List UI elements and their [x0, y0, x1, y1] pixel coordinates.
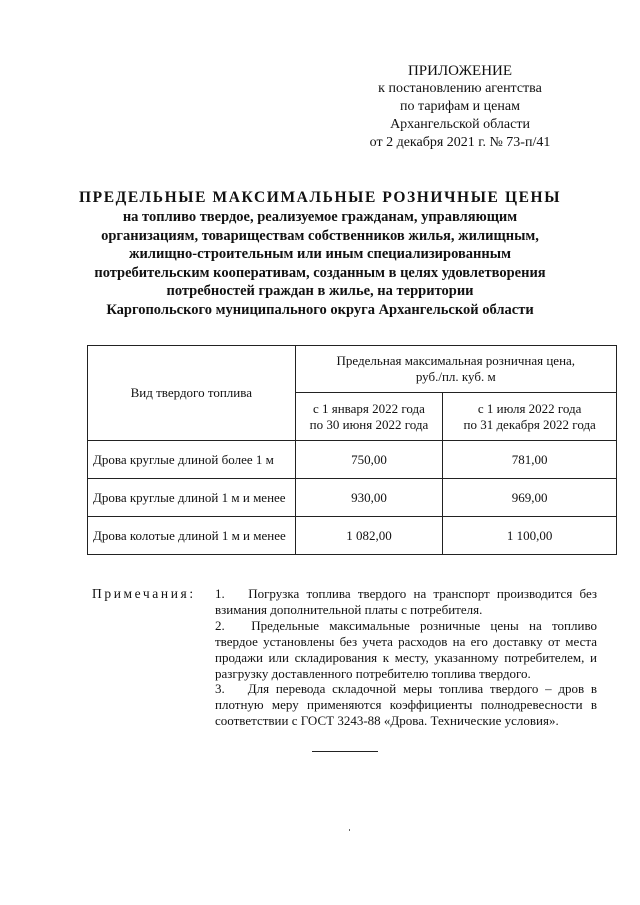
appendix-line: по тарифам и ценам	[400, 99, 520, 114]
period-line: с 1 января 2022 года	[312, 400, 425, 416]
period-line: по 30 июня 2022 года	[309, 416, 429, 432]
document-title-main: ПРЕДЕЛЬНЫЕ МАКСИМАЛЬНЫЕ РОЗНИЧНЫЕ ЦЕНЫ	[78, 189, 562, 206]
table-row	[88, 479, 617, 517]
appendix-header	[340, 62, 580, 152]
document-title-line: Каргопольского муниципального округа Архангельской области	[106, 301, 534, 318]
document-title-line: потребностей граждан в жилье, на территории	[166, 283, 474, 300]
note-text: Погрузка топлива твердого на транспорт производится без взимания дополнительной платы с потребителя.	[215, 586, 598, 617]
note-number: 1.	[215, 586, 225, 601]
header-price-line: Предельная максимальная розничная цена,	[336, 353, 576, 368]
header-period-2	[443, 393, 617, 441]
closing-rule	[312, 751, 378, 752]
document-title-line: организациям, товариществам собственников жилья, жилищным,	[101, 227, 539, 244]
document-title-line: жилищно-строительным или иным специализированным	[129, 246, 511, 263]
document-title	[60, 188, 580, 320]
table-row	[88, 517, 617, 555]
note-text: Для перевода складочной меры топлива твердого – дров в плотную меру применяются коэффициенты полнодревесности в соответствии с ГОСТ 3243-88 «Дрова. Технические условия».	[215, 681, 598, 729]
appendix-line: от 2 декабря 2021 г. № 73-п/41	[369, 135, 551, 150]
cell-fuel: Дрова колотые длиной 1 м и менее	[88, 517, 296, 555]
appendix-line: к постановлению агентства	[378, 81, 542, 96]
cell-price-period-1: 1 082,00	[295, 517, 443, 555]
table-row	[88, 441, 617, 479]
cell-price-period-2: 1 100,00	[443, 517, 617, 555]
cell-price-period-2: 781,00	[443, 441, 617, 479]
notes-list	[215, 586, 597, 729]
cell-price-period-1: 750,00	[295, 441, 443, 479]
scan-speck	[349, 829, 350, 831]
document-title-line: потребительским кооперативам, созданным в целях удовлетворения	[94, 264, 546, 281]
note-text: Предельные максимальные розничные цены на топливо твердое установлены без учета расходов на его доставку от места продажи или складирования к месту, указанному потребителем, и разгрузку доставленного потребителю топлива твердого.	[215, 617, 597, 681]
header-price-line: руб./пл. куб. м	[415, 369, 496, 384]
note-item	[215, 586, 597, 618]
header-fuel-type: Вид твердого топлива	[88, 346, 296, 441]
note-number: 3.	[215, 681, 225, 697]
cell-fuel: Дрова круглые длиной более 1 м	[88, 441, 296, 479]
appendix-line: Архангельской области	[390, 117, 530, 132]
document-title-line: на топливо твердое, реализуемое гражданам, управляющим	[122, 209, 518, 225]
header-price	[295, 346, 616, 393]
note-item	[215, 681, 597, 729]
cell-price-period-2: 969,00	[443, 479, 617, 517]
note-item	[215, 618, 597, 682]
period-line: с 1 июля 2022 года	[477, 400, 582, 416]
note-number: 2.	[215, 617, 225, 633]
header-period-1	[295, 393, 443, 441]
price-table	[87, 345, 617, 555]
table-header-row	[88, 346, 617, 393]
cell-fuel: Дрова круглые длиной 1 м и менее	[88, 479, 296, 517]
cell-price-period-1: 930,00	[295, 479, 443, 517]
notes-label: Примечания:	[92, 586, 196, 601]
period-line: по 31 декабря 2022 года	[463, 416, 596, 432]
appendix-title: ПРИЛОЖЕНИЕ	[407, 63, 513, 79]
